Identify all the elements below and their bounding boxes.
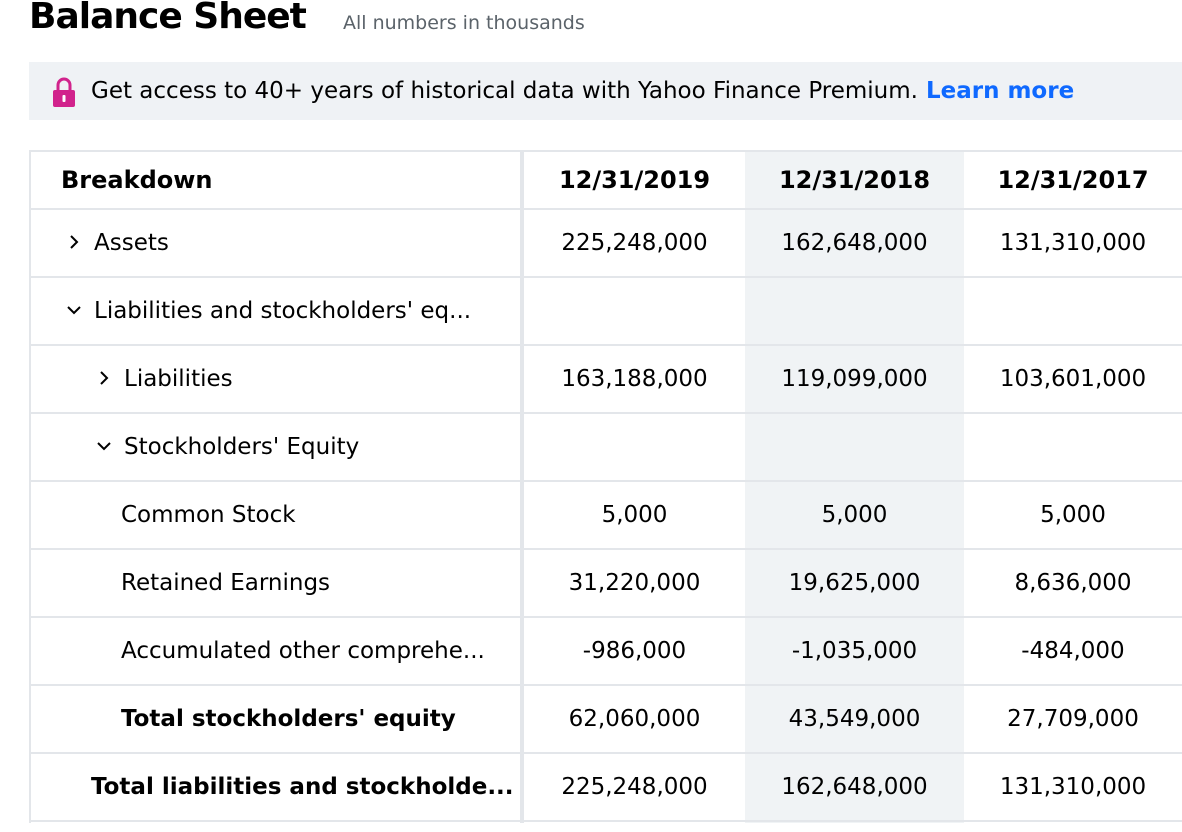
page-title: Balance Sheet bbox=[29, 0, 306, 37]
table-row-liabilities-and-equity[interactable] bbox=[31, 278, 1182, 346]
learn-more-link[interactable]: Learn more bbox=[925, 78, 1075, 104]
lock-icon bbox=[51, 76, 77, 108]
row-label-total-stockholders-equity bbox=[31, 686, 520, 752]
value-cell: 103,601,000 bbox=[999, 366, 1147, 392]
column-header-breakdown: Breakdown bbox=[61, 166, 213, 194]
value-cell: 62,060,000 bbox=[568, 706, 701, 732]
column-header-2017: 12/31/2017 bbox=[997, 166, 1149, 194]
column-header-2019: 12/31/2019 bbox=[558, 166, 711, 194]
value-cell: 225,248,000 bbox=[561, 774, 708, 800]
row-label-text: Stockholders' Equity bbox=[124, 434, 360, 460]
value-cell bbox=[745, 414, 964, 480]
premium-banner bbox=[29, 62, 1182, 120]
value-cell: -484,000 bbox=[1021, 638, 1125, 664]
value-cell: 5,000 bbox=[1040, 502, 1106, 528]
row-label-text: Assets bbox=[94, 230, 169, 256]
table-row-total-stockholders-equity bbox=[31, 686, 1182, 754]
row-label-liabilities-and-equity[interactable] bbox=[31, 278, 520, 344]
row-label-retained-earnings bbox=[31, 550, 520, 616]
value-cell: 225,248,000 bbox=[561, 230, 708, 256]
row-label-stockholders-equity[interactable] bbox=[31, 414, 520, 480]
row-label-text: Retained Earnings bbox=[121, 570, 331, 596]
value-cell: 8,636,000 bbox=[1014, 570, 1132, 596]
chevron-right-icon[interactable] bbox=[97, 370, 111, 386]
value-cell: 162,648,000 bbox=[781, 774, 928, 800]
value-cell: 19,625,000 bbox=[788, 570, 921, 596]
value-cell: 5,000 bbox=[601, 502, 668, 528]
value-cell: -1,035,000 bbox=[791, 638, 918, 664]
row-label-text: Common Stock bbox=[121, 502, 296, 528]
chevron-down-icon[interactable] bbox=[67, 302, 81, 318]
value-cell: 119,099,000 bbox=[781, 366, 928, 392]
value-cell bbox=[964, 278, 1182, 344]
value-cell: 31,220,000 bbox=[568, 570, 701, 596]
table-row-liabilities[interactable] bbox=[31, 346, 1182, 414]
chevron-right-icon[interactable] bbox=[67, 234, 81, 250]
row-label-text: Total stockholders' equity bbox=[121, 706, 456, 732]
value-cell: 163,188,000 bbox=[561, 366, 708, 392]
value-cell: 5,000 bbox=[821, 502, 888, 528]
units-note: All numbers in thousands bbox=[343, 12, 585, 34]
row-label-common-stock bbox=[31, 482, 520, 548]
value-cell: 27,709,000 bbox=[1007, 706, 1139, 732]
table-row-stockholders-equity[interactable] bbox=[31, 414, 1182, 482]
value-cell bbox=[524, 414, 745, 480]
row-label-liabilities[interactable] bbox=[31, 346, 520, 412]
chevron-down-icon[interactable] bbox=[97, 438, 111, 454]
banner-text bbox=[91, 75, 1074, 107]
value-cell bbox=[745, 278, 964, 344]
value-cell: -986,000 bbox=[582, 638, 687, 664]
row-label-assets[interactable] bbox=[31, 210, 520, 276]
banner-message: Get access to 40+ years of historical data with Yahoo Finance Premium. bbox=[91, 78, 918, 104]
value-cell: 131,310,000 bbox=[999, 230, 1147, 256]
value-cell bbox=[524, 278, 745, 344]
balance-sheet-table bbox=[29, 150, 1182, 823]
table-row-common-stock bbox=[31, 482, 1182, 550]
row-label-text: Liabilities and stockholders' eq... bbox=[94, 298, 472, 324]
table-row-accumulated-oci bbox=[31, 618, 1182, 686]
row-label-accumulated-oci bbox=[31, 618, 520, 684]
row-label-total-liabilities-and-equity bbox=[31, 754, 520, 820]
table-row-total-liabilities-and-equity bbox=[31, 754, 1182, 822]
column-header-2018: 12/31/2018 bbox=[778, 166, 931, 194]
value-cell: 162,648,000 bbox=[781, 230, 928, 256]
table-header-row bbox=[31, 152, 1182, 210]
value-cell bbox=[964, 414, 1182, 480]
value-cell: 131,310,000 bbox=[999, 774, 1147, 800]
row-label-text: Total liabilities and stockholde... bbox=[91, 774, 514, 800]
row-label-text: Liabilities bbox=[124, 366, 233, 392]
table-row-retained-earnings bbox=[31, 550, 1182, 618]
row-label-text: Accumulated other comprehe... bbox=[121, 638, 485, 664]
table-row-assets[interactable] bbox=[31, 210, 1182, 278]
value-cell: 43,549,000 bbox=[788, 706, 921, 732]
